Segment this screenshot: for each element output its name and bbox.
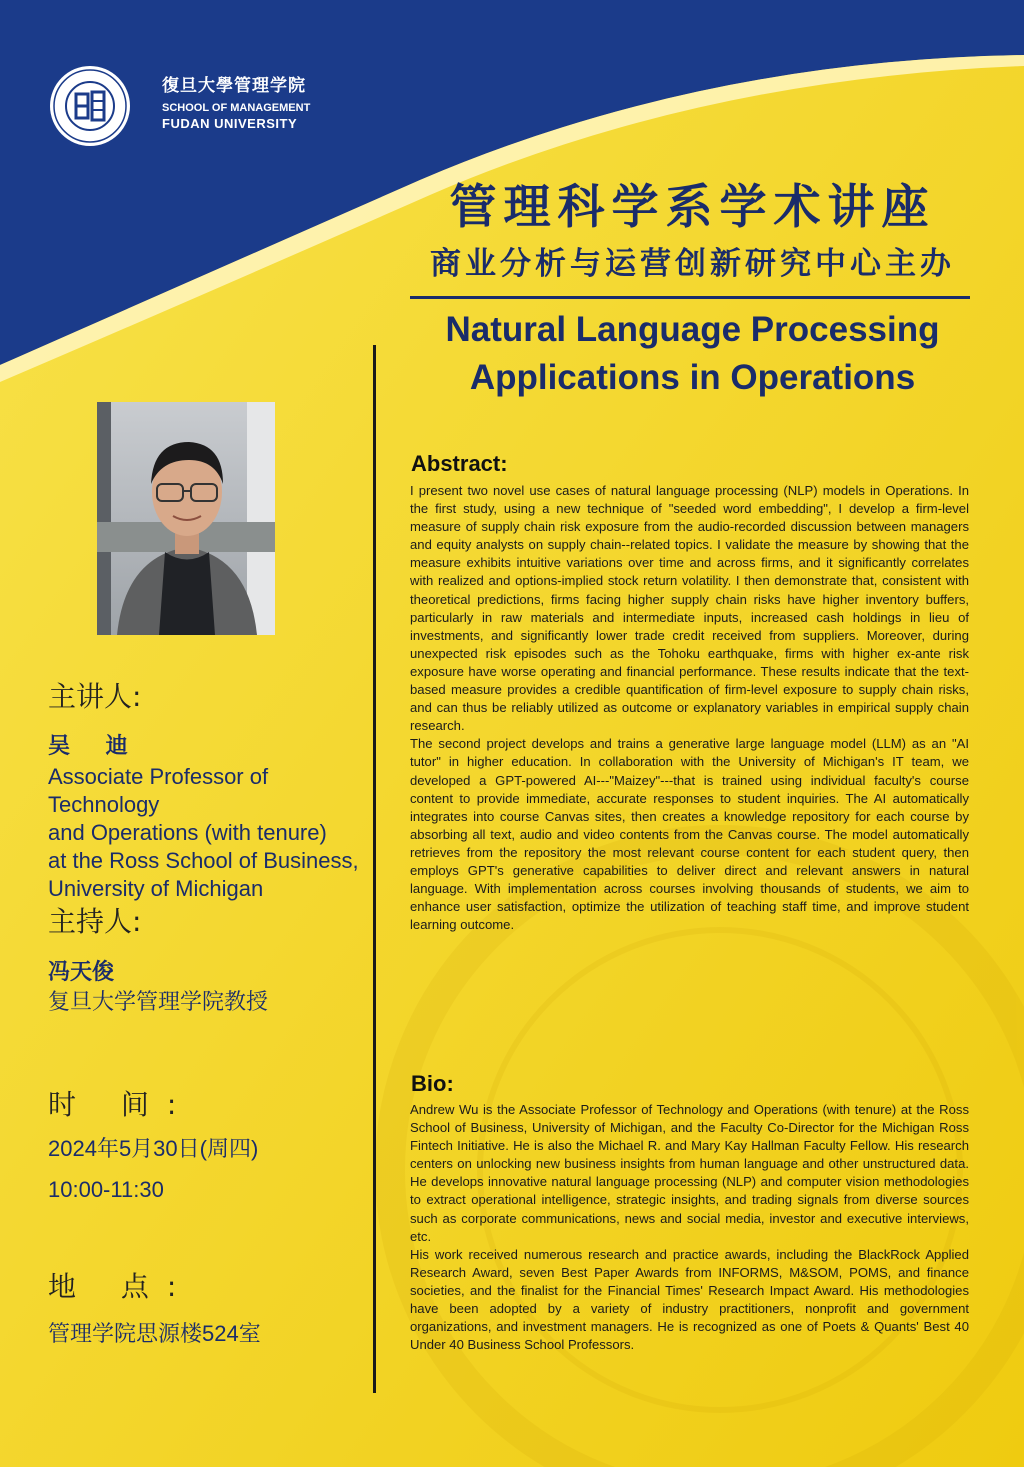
speaker-title xyxy=(48,763,368,903)
speaker-title-line: University of Michigan xyxy=(48,876,264,901)
speaker-photo xyxy=(97,402,275,635)
event-title-en-line2: Applications in Operations xyxy=(469,358,916,397)
school-name-cn: 復旦大學管理学院 xyxy=(162,76,306,96)
host-name: 冯天俊 xyxy=(48,960,115,985)
abstract-paragraph: The second project develops and trains a generative large language model (LLM) as an "AI tutor" in higher education. In collaboration with the University of Michigan's IT team, we developed a GPT-powered AI---"Maizey"---that is trained using individual faculty's course content to provide immediate, accurate responses to student inquiries. The AI automatically integrates into course Canvas sites, then creates a knowledge repository for each course by absorbing all text, audio and video contents from the Canvas course. The model automatically retrieves from the repository the most relevant course content for each student query, then employs GPT's generative capabilities to deliver direct and relevant answers in natural language. With implementation across courses involving thousands of students, we aim to enhance user satisfaction, optimize the utilization of teaching staff time, and improve student learning outcome. xyxy=(410,736,969,933)
abstract-heading: Abstract: xyxy=(411,451,508,476)
event-date: 2024年5月30日(周四) xyxy=(48,1136,259,1161)
school-name-en-line2: FUDAN UNIVERSITY xyxy=(162,116,298,131)
school-name-en-line1: SCHOOL OF MANAGEMENT xyxy=(162,102,311,114)
bio-paragraph: His work received numerous research and practice awards, including the BlackRock Applied Research Award, seven Best Paper Awards from INFORMS, M&SOM, POMS, and finance societies, and the finalist for the Financial Times' Research Impact Award. His methodologies have been adopted by a variety of industry practitioners, nonprofit and government organizations, and investment managers. He is recognized as one of Poets & Quants' Best 40 Under 40 Business School Professors. xyxy=(410,1246,969,1353)
event-title-en-line1: Natural Language Processing xyxy=(445,310,940,349)
host-label: 主持人: xyxy=(48,905,142,938)
bio-heading: Bio: xyxy=(411,1071,454,1096)
event-location: 管理学院思源楼524室 xyxy=(48,1321,261,1346)
bio-paragraph: Andrew Wu is the Associate Professor of Technology and Operations (with tenure) at the Ross School of Business, University of Michigan, and the Faculty Co-Director for the Michigan Ross Fintech Initiative. He is also the Michael R. and Mary Kay Hallman Faculty Fellow. His research centers on unlocking new business insights from human language and other unstructured data. He develops innovative natural language processing (NLP) and computer vision methodologies to extract operational intelligence, strategic insights, and trading signals from diverse sources such as corporate communications, news and social media, investor and executive interviews, etc. xyxy=(410,1102,969,1244)
time-label: 时 间: xyxy=(48,1088,195,1121)
abstract-body xyxy=(410,482,969,934)
event-title-cn: 管理科学系学术讲座 xyxy=(449,180,936,235)
speaker-title-line: Associate Professor of Technology xyxy=(48,764,269,817)
event-title-en xyxy=(380,306,1005,402)
vertical-divider xyxy=(373,345,376,1393)
place-label: 地 点: xyxy=(48,1270,195,1303)
fudan-logo-icon xyxy=(48,64,132,148)
bio-body xyxy=(410,1101,969,1354)
speaker-title-line: and Operations (with tenure) xyxy=(48,820,327,845)
event-subtitle-cn: 商业分析与运营创新研究中心主办 xyxy=(430,246,955,282)
abstract-paragraph: I present two novel use cases of natural language processing (NLP) models in Operations. In the first study, using a new technique of "seeded word embedding", I develop a firm-level measure of supply chain risk exposure from the audio-recorded discussion between managers and equity analysts on supply chain--related topics. I validate the measure by showing that the measure exhibits intuitive variations over time and across firms, and it significantly correlates with realized and options-implied stock return volatility. I then demonstrate that, consistent with theoretical predictions, firms facing higher supply chain risks have higher inventory buffers, particularly in raw materials and intermediate inputs, increased cash holdings in lieu of investments, and significantly lower trade credit received from suppliers. Moreover, during unexpected risk episodes such as the Tohoku earthquake, firms with higher ex-ante risk exposure have worse operating and financial performance. These results indicate that the text-based measure provides a credible quantification of firm-level exposure to supply chain risks, and can thus be reliably utilized as outcome or explanatory variables in empirical supply chain research. xyxy=(410,483,969,734)
speaker-name: 吴 迪 xyxy=(48,734,142,759)
speaker-label: 主讲人: xyxy=(48,680,142,713)
event-hours: 10:00-11:30 xyxy=(48,1177,164,1202)
speaker-title-line: at the Ross School of Business, xyxy=(48,848,359,873)
host-title: 复旦大学管理学院教授 xyxy=(48,989,269,1014)
title-divider xyxy=(410,296,970,299)
